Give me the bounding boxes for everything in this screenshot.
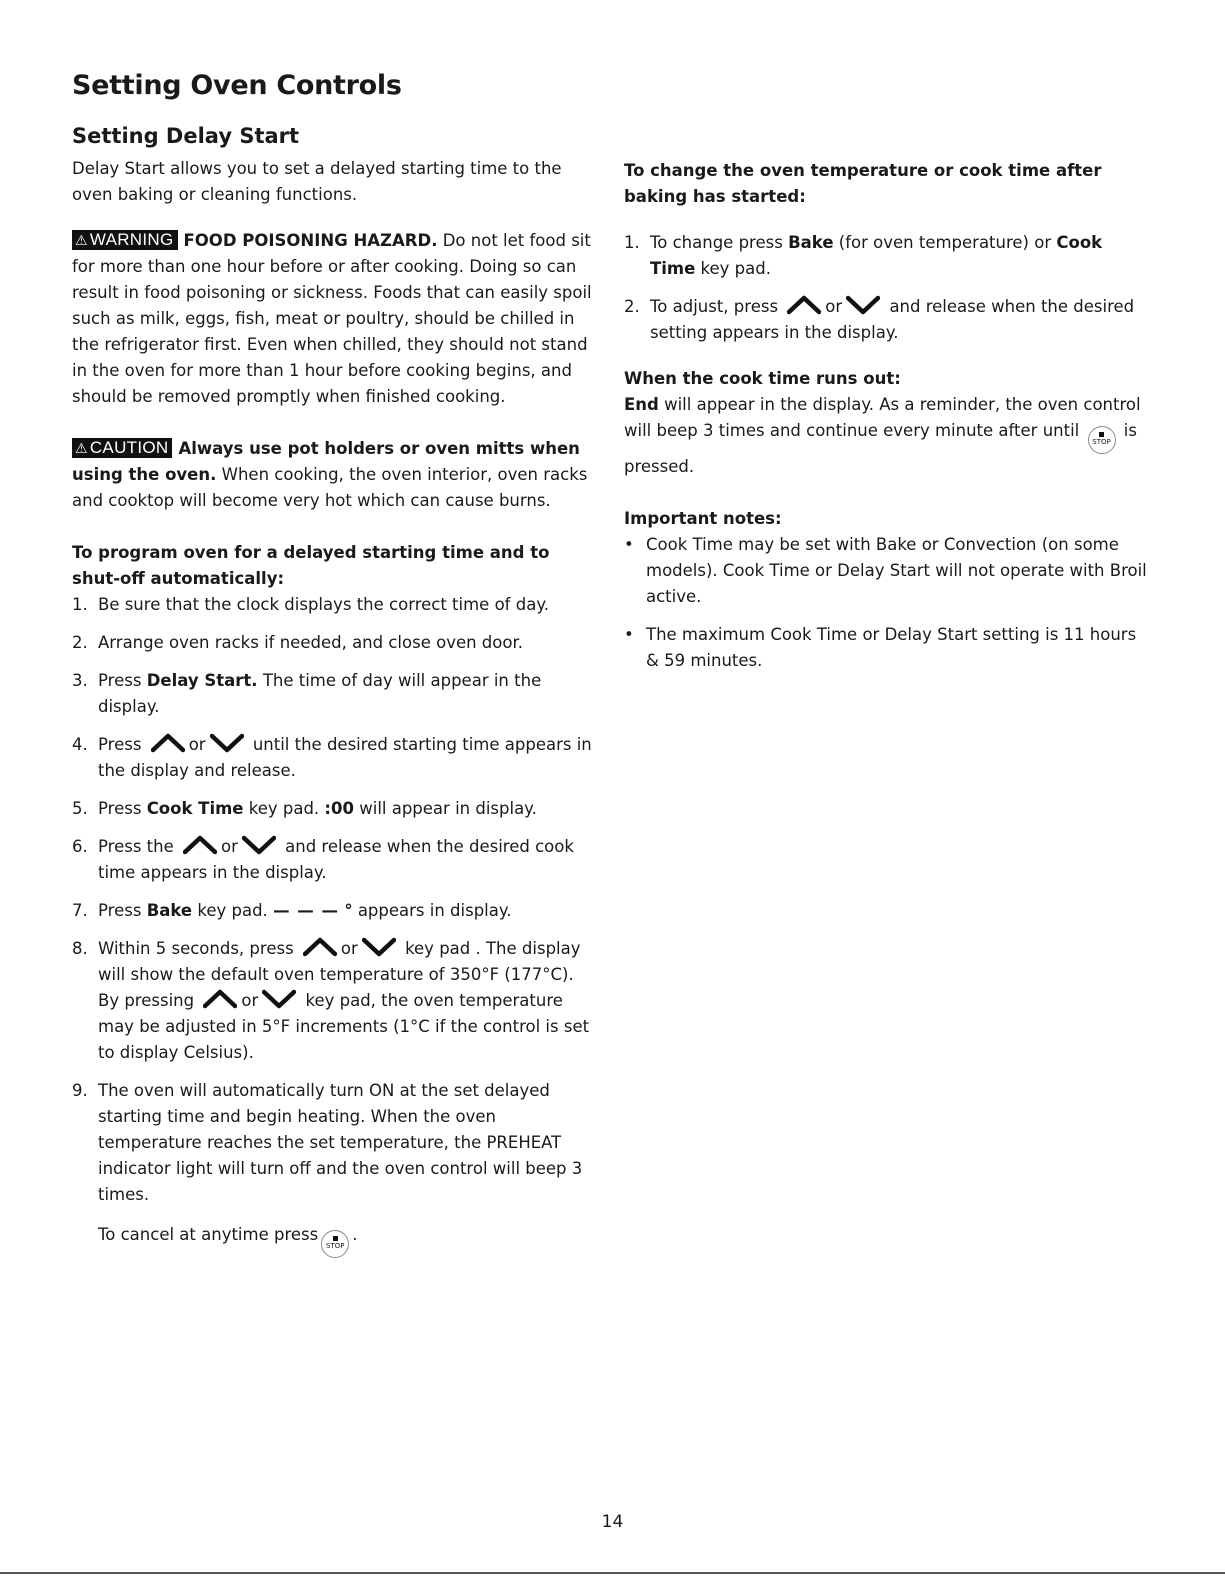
up-arrow-icon bbox=[203, 989, 237, 1009]
runs-out-heading: When the cook time runs out: bbox=[624, 369, 901, 388]
right-column bbox=[624, 158, 1149, 686]
up-arrow-icon bbox=[303, 937, 337, 957]
notes-heading: Important notes: bbox=[624, 509, 782, 528]
list-item: • Cook Time may be set with Bake or Convection (on some models). Cook Time or Delay Start will not operate with Broil active. bbox=[624, 535, 1147, 606]
program-step: 2. Arrange oven racks if needed, and close oven door. bbox=[72, 633, 523, 652]
program-heading: To program oven for a delayed starting time and to shut-off automatically: bbox=[72, 543, 550, 588]
program-step: 7. Press Bake key pad. — — — ° appears in display. bbox=[72, 901, 512, 920]
program-steps bbox=[72, 592, 592, 1208]
left-column bbox=[72, 156, 592, 1258]
down-arrow-icon bbox=[242, 835, 276, 855]
caution-label: ⚠ CAUTION bbox=[72, 438, 172, 458]
program-step: 4. Press or until the desired starting time appears in the display and release. bbox=[72, 735, 592, 780]
down-arrow-icon bbox=[210, 733, 244, 753]
warning-text: Do not let food sit for more than one hour before or after cooking. Doing so can result in food poisoning or sickness. Foods that can easily spoil such as milk, eggs, fish, meat or poultry, should be chilled in the refrigerator first. Even when chilled, they should not stand in the oven for more than 1 hour before cooking begins, and should be removed promptly when finished cooking. bbox=[72, 231, 592, 406]
down-arrow-icon bbox=[846, 295, 880, 315]
down-arrow-icon bbox=[262, 989, 296, 1009]
caution-block bbox=[72, 436, 592, 514]
change-heading: To change the oven temperature or cook time after baking has started: bbox=[624, 161, 1102, 206]
notes-list bbox=[624, 532, 1149, 674]
change-step: 1. To change press Bake (for oven temperature) or Cook Time key pad. bbox=[624, 233, 1103, 278]
warning-label: ⚠ WARNING bbox=[72, 230, 178, 250]
program-step: 1. Be sure that the clock displays the correct time of day. bbox=[72, 595, 549, 614]
down-arrow-icon bbox=[362, 937, 396, 957]
list-item: • The maximum Cook Time or Delay Start setting is 11 hours & 59 minutes. bbox=[624, 625, 1137, 670]
up-arrow-icon bbox=[787, 295, 821, 315]
runs-out-text: End will appear in the display. As a reminder, the oven control will beep 3 times and continue every minute after until STOP is pressed. bbox=[624, 395, 1141, 476]
caution-text: When cooking, the oven interior, oven racks and cooktop will become very hot which can cause burns. bbox=[72, 465, 588, 510]
program-step: 9. The oven will automatically turn ON at the set delayed starting time and begin heating. When the oven temperature reaches the set temperature, the PREHEAT indicator light will turn off and the oven control will beep 3 times. bbox=[72, 1081, 583, 1204]
bottom-rule bbox=[0, 1572, 1225, 1574]
change-steps bbox=[624, 230, 1149, 346]
up-arrow-icon bbox=[183, 835, 217, 855]
up-arrow-icon bbox=[151, 733, 185, 753]
warning-triangle-icon: ⚠ bbox=[75, 232, 88, 248]
caution-title: Always use pot holders or oven mitts when using the oven. bbox=[72, 439, 580, 484]
page-number: 14 bbox=[601, 1512, 624, 1532]
caution-triangle-icon: ⚠ bbox=[75, 440, 88, 456]
section-title: Setting Delay Start bbox=[72, 124, 300, 148]
cancel-instruction: To cancel at anytime press STOP. bbox=[72, 1222, 592, 1258]
change-step: 2. To adjust, press or and release when the desired setting appears in the display. bbox=[624, 297, 1135, 342]
program-step: 8. Within 5 seconds, press or key pad . The display will show the default oven temperature of 350°F (177°C). By pressing or key pad, the oven temperature may be adjusted in 5°F increments (1°C if the control is set to display Celsius). bbox=[72, 939, 590, 1062]
program-step: 5. Press Cook Time key pad. :00 will appear in display. bbox=[72, 799, 537, 818]
stop-key-icon: STOP bbox=[321, 1230, 349, 1258]
intro-text: Delay Start allows you to set a delayed starting time to the oven baking or cleaning functions. bbox=[72, 159, 562, 204]
warning-block bbox=[72, 228, 592, 410]
program-step: 3. Press Delay Start. The time of day will appear in the display. bbox=[72, 671, 542, 716]
warning-title: FOOD POISONING HAZARD. bbox=[183, 231, 438, 250]
page-title: Setting Oven Controls bbox=[72, 70, 402, 101]
stop-key-icon: STOP bbox=[1088, 426, 1116, 454]
program-step: 6. Press the or and release when the desired cook time appears in the display. bbox=[72, 837, 574, 882]
